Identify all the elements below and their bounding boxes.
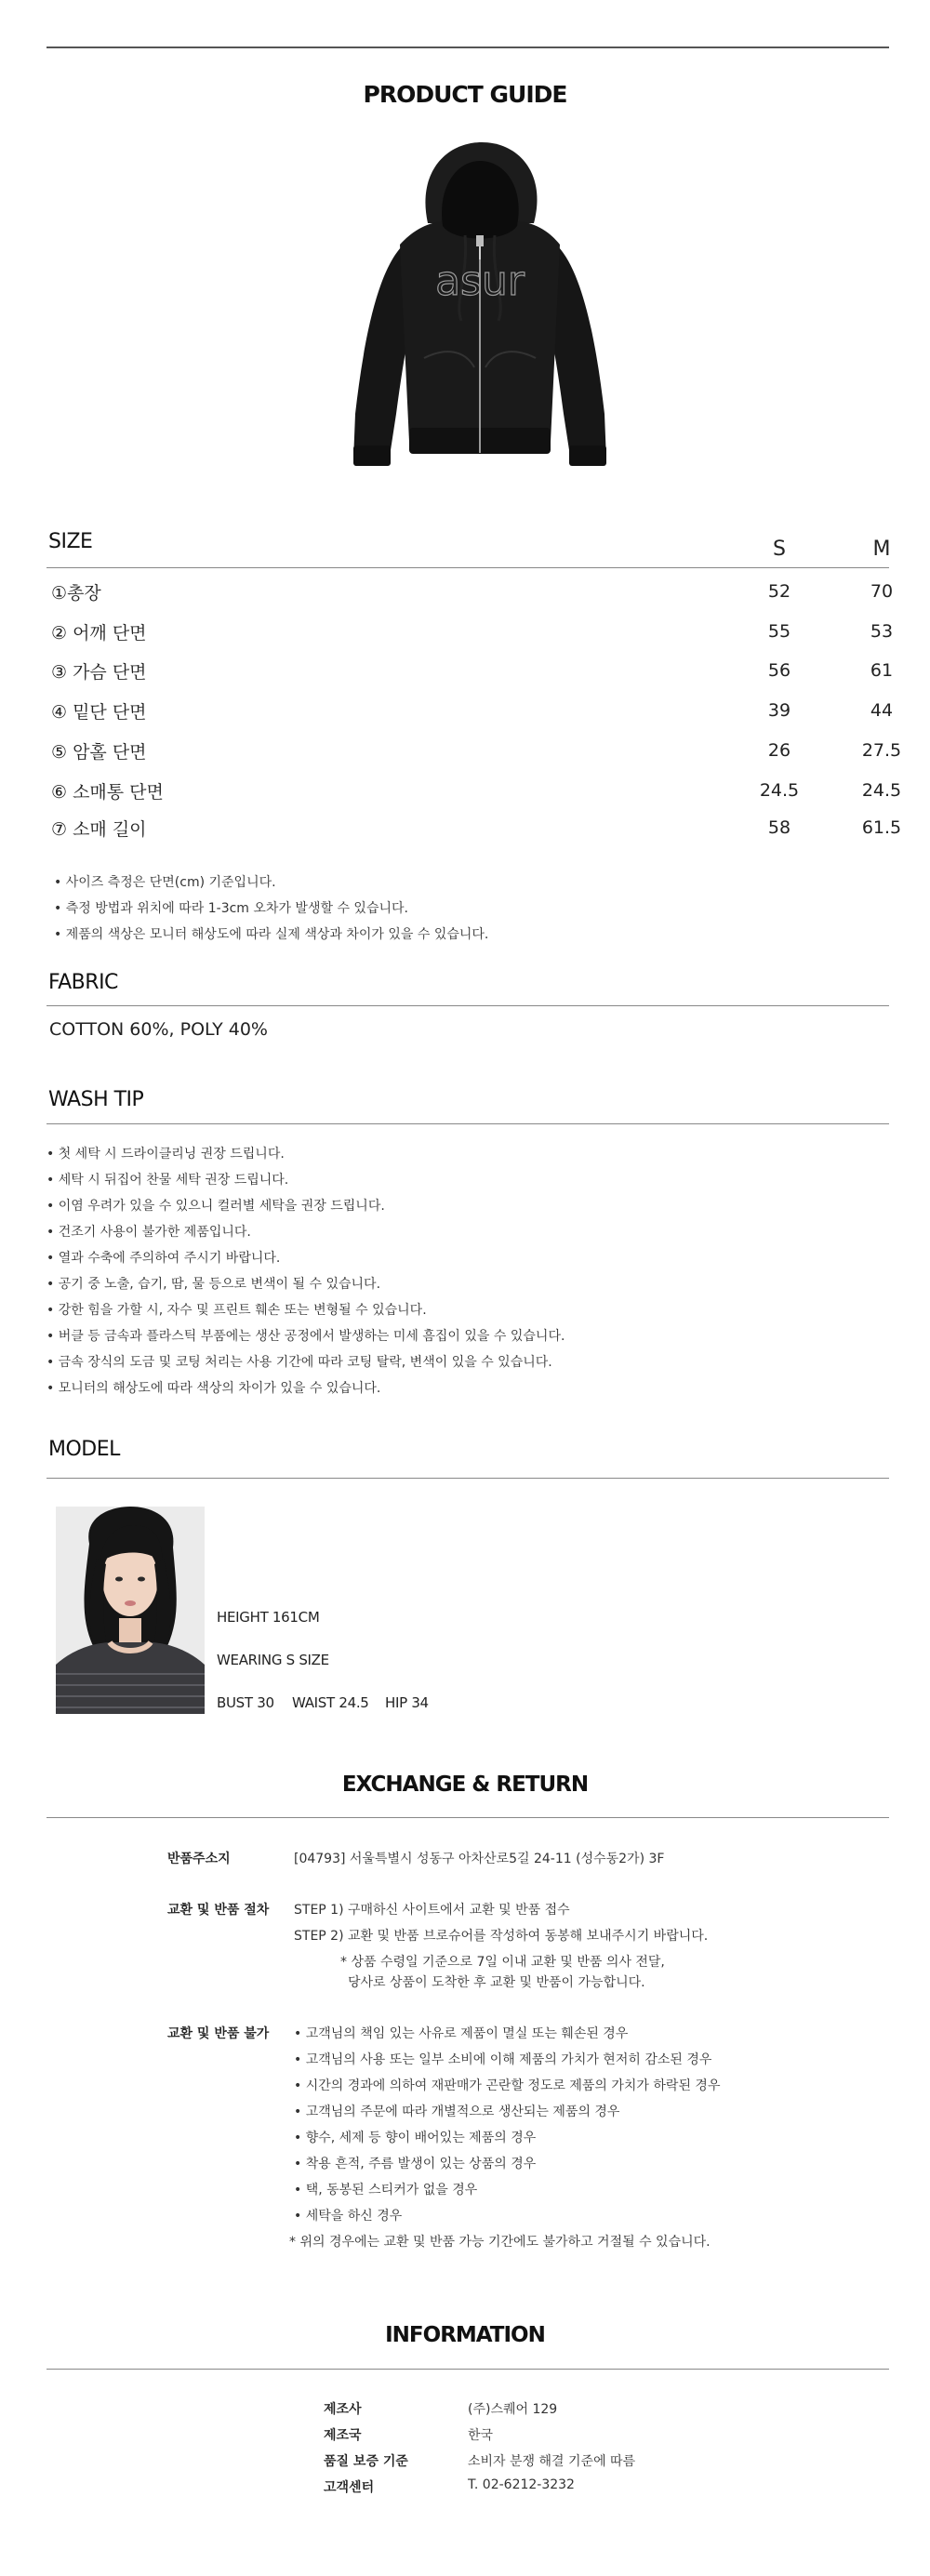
- size-row-label: ③ 가슴 단면: [51, 662, 147, 683]
- exchange-divider: [46, 1817, 889, 1818]
- size-row: [51, 658, 894, 696]
- wash-tip-item: • 모니터의 해상도에 따라 색상의 차이가 있을 수 있습니다.: [46, 1381, 381, 1396]
- unavailable-item: • 고객님의 주문에 따라 개별적으로 생산되는 제품의 경우: [294, 2105, 620, 2119]
- size-note: • 측정 방법과 위치에 따라 1-3cm 오차가 발생할 수 있습니다.: [54, 901, 408, 916]
- size-header-divider: [46, 567, 889, 568]
- exchange-procedure-label: 교환 및 반품 절차: [167, 1903, 270, 1918]
- size-row-s: 55: [767, 621, 791, 642]
- wash-tip-item: • 버클 등 금속과 플라스틱 부품에는 생산 공정에서 발생하는 미세 흠집이 있을 수 있습니다.: [46, 1329, 565, 1344]
- wash-tip-item: • 첫 세탁 시 드라이클리닝 권장 드립니다.: [46, 1147, 285, 1162]
- wash-tip-item: • 강한 힘을 가할 시, 자수 및 프린트 훼손 또는 변형될 수 있습니다.: [46, 1303, 427, 1318]
- size-section-title: SIZE: [48, 530, 93, 553]
- unavailable-item: • 택, 동봉된 스티커가 없을 경우: [294, 2183, 478, 2198]
- size-row-label: ⑤ 암홀 단면: [51, 742, 147, 763]
- size-row-s: 58: [767, 817, 791, 838]
- wash-tip-divider: [46, 1123, 889, 1124]
- procedure-note: * 상품 수령일 기준으로 7일 이내 교환 및 반품 의사 전달,: [340, 1955, 665, 1970]
- product-guide-title: PRODUCT GUIDE: [363, 81, 567, 108]
- unavailable-item: • 시간의 경과에 의하여 재판매가 곤란할 정도로 제품의 가치가 하락된 경우: [294, 2078, 721, 2093]
- size-row-m: 53: [870, 621, 894, 642]
- info-value: 소비자 분쟁 해결 기준에 따름: [468, 2454, 636, 2469]
- size-row-s: 24.5: [759, 780, 800, 801]
- model-divider: [46, 1478, 889, 1479]
- wash-tip-item: • 열과 수축에 주의하여 주시기 바랍니다.: [46, 1251, 281, 1266]
- size-row: [51, 698, 894, 736]
- model-height: HEIGHT 161CM: [217, 1609, 320, 1626]
- size-row-s: 52: [767, 581, 791, 602]
- unavailable-note: * 위의 경우에는 교환 및 반품 가능 기간에도 불가하고 거절될 수 있습니다.: [289, 2235, 711, 2250]
- size-row-s: 56: [767, 660, 791, 681]
- fabric-divider: [46, 1005, 889, 1006]
- unavailable-item: • 고객님의 사용 또는 일부 소비에 이해 제품의 가치가 현저히 감소된 경우: [294, 2052, 712, 2067]
- procedure-step-2: STEP 2) 교환 및 반품 브로슈어를 작성하여 동봉해 보내주시기 바랍니다.: [294, 1929, 709, 1944]
- model-section-title: MODEL: [48, 1438, 120, 1461]
- size-col-m: M: [872, 538, 891, 561]
- size-row: [51, 619, 894, 657]
- size-row-s: 39: [767, 700, 791, 721]
- return-address: [04793] 서울특별시 성동구 아차산로5길 24-11 (성수동2가) 3F: [294, 1852, 665, 1866]
- size-row-m: 24.5: [861, 780, 902, 801]
- size-row: [51, 816, 902, 853]
- information-divider: [46, 2369, 889, 2370]
- size-row-label: ② 어깨 단면: [51, 623, 147, 644]
- info-label: 품질 보증 기준: [324, 2454, 408, 2469]
- model-wearing-size: WEARING S SIZE: [217, 1652, 329, 1668]
- hoodie-logo: asur: [435, 258, 525, 305]
- size-note: • 사이즈 측정은 단면(cm) 기준입니다.: [54, 875, 276, 890]
- size-row: [51, 778, 902, 816]
- size-row-m: 44: [870, 700, 894, 721]
- info-value: (주)스퀘어 129: [468, 2402, 558, 2417]
- unavailable-item: • 착용 흔적, 주름 발생이 있는 상품의 경우: [294, 2157, 537, 2171]
- procedure-step-1: STEP 1) 구매하신 사이트에서 교환 및 반품 접수: [294, 1903, 570, 1918]
- model-photo: [56, 1507, 205, 1714]
- size-row-m: 61: [870, 660, 894, 681]
- wash-tip-item: • 공기 중 노출, 습기, 땀, 물 등으로 변색이 될 수 있습니다.: [46, 1277, 381, 1292]
- size-row-m: 70: [870, 581, 894, 602]
- exchange-unavailable-label: 교환 및 반품 불가: [167, 2026, 270, 2041]
- fabric-section-title: FABRIC: [48, 971, 118, 994]
- info-value: T. 02-6212-3232: [468, 2477, 575, 2492]
- hoodie-product-image: [335, 135, 623, 479]
- size-row-m: 27.5: [861, 740, 902, 761]
- size-row: [51, 738, 902, 776]
- information-title: INFORMATION: [385, 2323, 545, 2347]
- unavailable-item: • 향수, 세제 등 향이 배어있는 제품의 경우: [294, 2131, 537, 2145]
- wash-tip-item: • 이염 우려가 있을 수 있으니 컬러별 세탁을 권장 드립니다.: [46, 1199, 385, 1214]
- unavailable-item: • 세탁을 하신 경우: [294, 2209, 403, 2224]
- wash-tip-item: • 건조기 사용이 불가한 제품입니다.: [46, 1225, 251, 1240]
- unavailable-item: • 고객님의 책임 있는 사유로 제품이 멸실 또는 훼손된 경우: [294, 2026, 629, 2041]
- size-row-s: 26: [767, 740, 791, 761]
- info-label: 고객센터: [324, 2480, 375, 2495]
- size-row-label: ①총장: [51, 583, 101, 604]
- info-label: 제조국: [324, 2428, 362, 2443]
- model-waist: WAIST 24.5: [292, 1694, 369, 1711]
- wash-tip-section-title: WASH TIP: [48, 1088, 144, 1111]
- info-value: 한국: [468, 2428, 494, 2443]
- size-col-s: S: [773, 538, 786, 561]
- size-row-label: ④ 밑단 단면: [51, 702, 147, 723]
- size-note: • 제품의 색상은 모니터 해상도에 따라 실제 색상과 차이가 있을 수 있습니다.: [54, 927, 489, 942]
- size-row-label: ⑥ 소매통 단면: [51, 782, 164, 803]
- wash-tip-item: • 세탁 시 뒤집어 찬물 세탁 권장 드립니다.: [46, 1173, 289, 1188]
- return-address-label: 반품주소지: [167, 1852, 231, 1866]
- procedure-note: 당사로 상품이 도착한 후 교환 및 반품이 가능합니다.: [348, 1975, 645, 1990]
- size-row-m: 61.5: [861, 817, 902, 838]
- top-divider: [46, 46, 889, 48]
- wash-tip-item: • 금속 장식의 도금 및 코팅 처리는 사용 기간에 따라 코팅 탈락, 변색이 있을 수 있습니다.: [46, 1355, 552, 1370]
- model-hip: HIP 34: [385, 1694, 429, 1711]
- info-label: 제조사: [324, 2402, 362, 2417]
- size-row-label: ⑦ 소매 길이: [51, 819, 147, 840]
- size-row: [51, 579, 894, 617]
- model-bust: BUST 30: [217, 1694, 274, 1711]
- fabric-composition: COTTON 60%, POLY 40%: [49, 1019, 268, 1040]
- exchange-return-title: EXCHANGE & RETURN: [341, 1773, 589, 1797]
